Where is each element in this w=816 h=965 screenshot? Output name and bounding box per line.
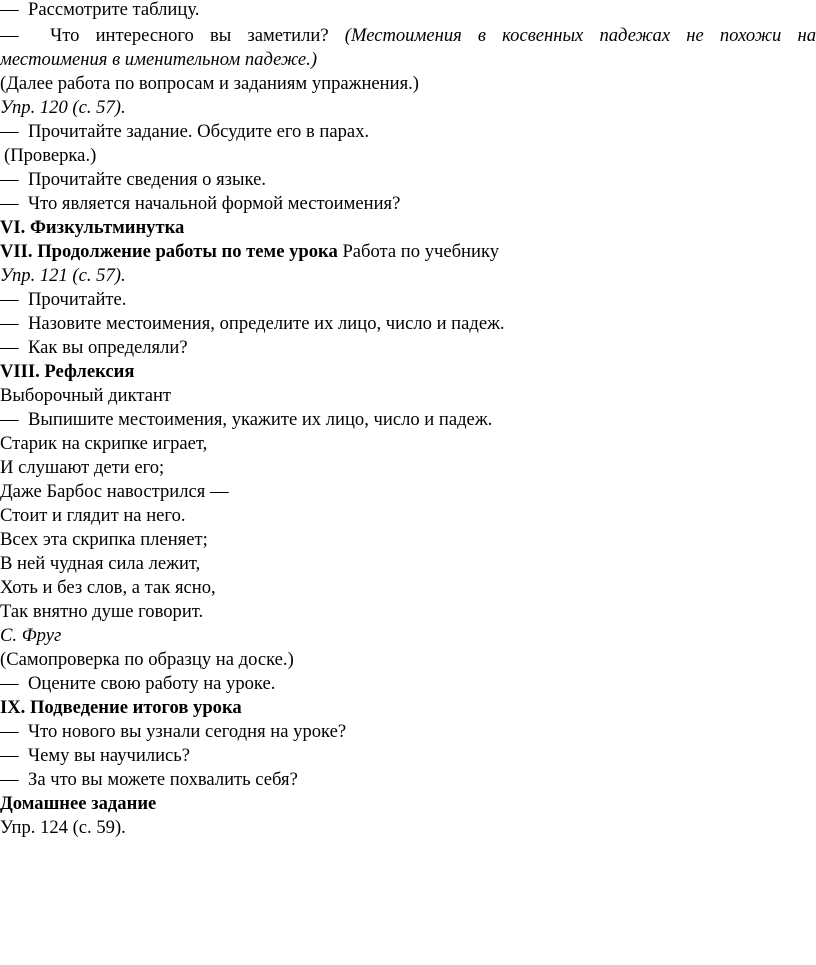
section-title: VII. Продолжение работы по теме урока [0,241,338,262]
poem-line: Даже Барбос навострился — [0,481,229,502]
dash: — [0,337,19,358]
line-write-out [0,408,492,432]
section-heading-vii [0,240,499,264]
poem-line: И слушают дети его; [0,457,165,478]
line-text: Назовите местоимения, определите их лицо, число и падеж. [28,313,505,334]
line-text: Прочитайте. [28,289,127,310]
line-dictation: Выборочный диктант [0,385,172,406]
exercise-120: Упр. 120 (с. 57). [0,97,126,118]
line-what-noticed [0,24,816,48]
section-subtitle: Работа по учебнику [337,241,500,262]
dash: — [0,0,19,20]
dash: — [0,409,19,430]
line-text: Что нового вы узнали сегодня на уроке? [28,721,347,742]
line-how-determined [0,336,188,360]
line-read-info [0,168,266,192]
line-text: За что вы можете похвалить себя? [28,769,298,790]
line-initial-form [0,192,400,216]
line-further-work: (Далее работа по вопросам и заданиям упражнения.) [0,73,419,94]
line-text: Чему вы научились? [28,745,191,766]
dash: — [0,289,19,310]
answer-text: (Местоимения в косвенных падежах не похожи на [344,25,816,46]
line-text: Что является начальной формой местоимения? [28,193,401,214]
line-read-task [0,120,369,144]
line-text: Оцените свою работу на уроке. [28,673,276,694]
poem-line: Стоит и глядит на него. [0,505,186,526]
line-what-new [0,720,346,744]
line-text: Выпишите местоимения, укажите их лицо, число и падеж. [28,409,493,430]
line-text: Рассмотрите таблицу. [28,0,200,20]
dash: — [0,313,19,334]
line-text: Как вы определяли? [28,337,188,358]
section-heading-ix: IX. Подведение итогов урока [0,697,242,718]
line-consider-table [0,0,199,22]
poem-author: С. Фруг [0,625,62,646]
poem-line: Хоть и без слов, а так ясно, [0,577,216,598]
line-answer-continued: местоимения в именительном падеже.) [0,49,318,70]
dash: — [0,745,19,766]
dash: — [0,193,19,214]
line-name-pronouns [0,312,505,336]
poem-line: Так внятно душе говорит. [0,601,204,622]
dash: — [0,769,19,790]
line-check: (Проверка.) [4,145,97,166]
dash: — [0,121,19,142]
section-heading-vi: VI. Физкультминутка [0,217,185,238]
dash: — [0,721,19,742]
line-evaluate-work [0,672,275,696]
line-praise-yourself [0,768,298,792]
homework-exercise: Упр. 124 (с. 59). [0,817,126,838]
line-self-check: (Самопроверка по образцу на доске.) [0,649,294,670]
line-text: Прочитайте задание. Обсудите его в парах. [28,121,370,142]
poem-line: Всех эта скрипка пленяет; [0,529,208,550]
line-read [0,288,126,312]
poem-line: В ней чудная сила лежит, [0,553,201,574]
homework-title: Домашнее задание [0,793,157,814]
dash: — [0,25,19,46]
line-what-learned [0,744,190,768]
dash: — [0,673,19,694]
question-text: Что интересного вы заметили? [50,25,329,46]
exercise-121: Упр. 121 (с. 57). [0,265,126,286]
line-text: Прочитайте сведения о языке. [28,169,266,190]
dash: — [0,169,19,190]
section-heading-viii: VIII. Рефлексия [0,361,135,382]
poem-line: Старик на скрипке играет, [0,433,208,454]
